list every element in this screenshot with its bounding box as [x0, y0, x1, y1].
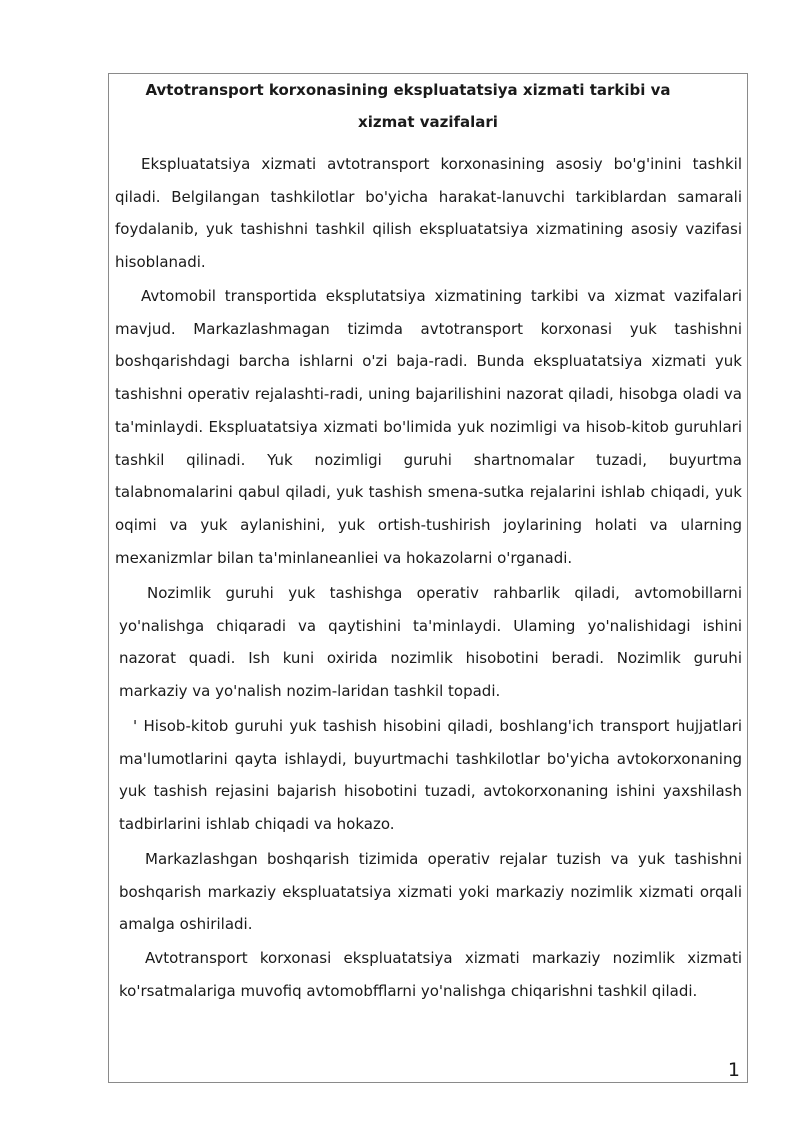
page-number: 1: [727, 1059, 740, 1081]
paragraph-6: Avtotransport korxonasi ekspluatatsiya xizmati markaziy nozimlik xizmati ko'rsatmalariga muvofiq avtomobfflarni yo'nalishga chiqarishni tashkil qiladi.: [119, 949, 742, 1000]
paragraph-2: Avtomobil transportida eksplutatsiya xizmatining tarkibi va xizmat vazifalari mavjud. Markazlashmagan tizimda avtotransport korxonasi yuk tashishni boshqarishdagi barcha ishlarni o'zi baja-radi. Bunda ekspluatatsiya xizmati yuk tashishni operativ rejalashti-radi, uning bajarilishini nazorat qiladi, hisobga oladi va ta'minlaydi. Ekspluatatsiya xizmati bo'limida yuk nozimligi va hisob-kitob guruhlari tashkil qilinadi. Yuk nozimligi guruhi shartnomalar tuzadi, buyurtma talabnomalarini qabul qiladi, yuk tashish smena-sutka rejalarini ishlab chiqadi, yuk oqimi va yuk aylanishini, yuk ortish-tushirish joylarining holati va ularning mexanizmlar bilan ta'minlaneanliei va hokazolarni o'rganadi.: [115, 287, 742, 567]
title-line-2: xizmat vazifalari: [358, 113, 498, 131]
title-line-1: Avtotransport korxonasining ekspluatatsiya xizmati tarkibi va: [145, 81, 671, 99]
paragraph-1: Ekspluatatsiya xizmati avtotransport korxonasining asosiy bo'g'inini tashkil qiladi. Belgilangan tashkilotlar bo'yicha harakat-lanuvchi tarkiblardan samarali foydalanib, yuk tashishni tashkil qilish ekspluatatsiya xizmatining asosiy vazifasi hisoblanadi.: [115, 155, 742, 272]
paragraph-4: ' Hisob-kitob guruhi yuk tashish hisobini qiladi, boshlang'ich transport hujjatlari ma'lumotlarini qayta ishlaydi, buyurtmachi tashkilotlar bo'yicha avtokorxonaning yuk tashish rejasini bajarish hisobotini tuzadi, avtokorxonaning ishini yaxshilash tadbirlarini ishlab chiqadi va hokazo.: [119, 717, 742, 834]
paragraph-3: Nozimlik guruhi yuk tashishga operativ rahbarlik qiladi, avtomobillarni yo'nalishga chiqaradi va qaytishini ta'minlaydi. Ulaming yo'nalishidagi ishini nazorat quadi. Ish kuni oxirida nozimlik hisobotini beradi. Nozimlik guruhi markaziy va yo'nalish nozim-laridan tashkil topadi.: [119, 584, 742, 701]
paragraph-5: Markazlashgan boshqarish tizimida operativ rejalar tuzish va yuk tashishni boshqarish markaziy ekspluatatsiya xizmati yoki markaziy nozimlik xizmati orqali amalga oshiriladi.: [119, 850, 742, 934]
document-title: [110, 74, 746, 138]
